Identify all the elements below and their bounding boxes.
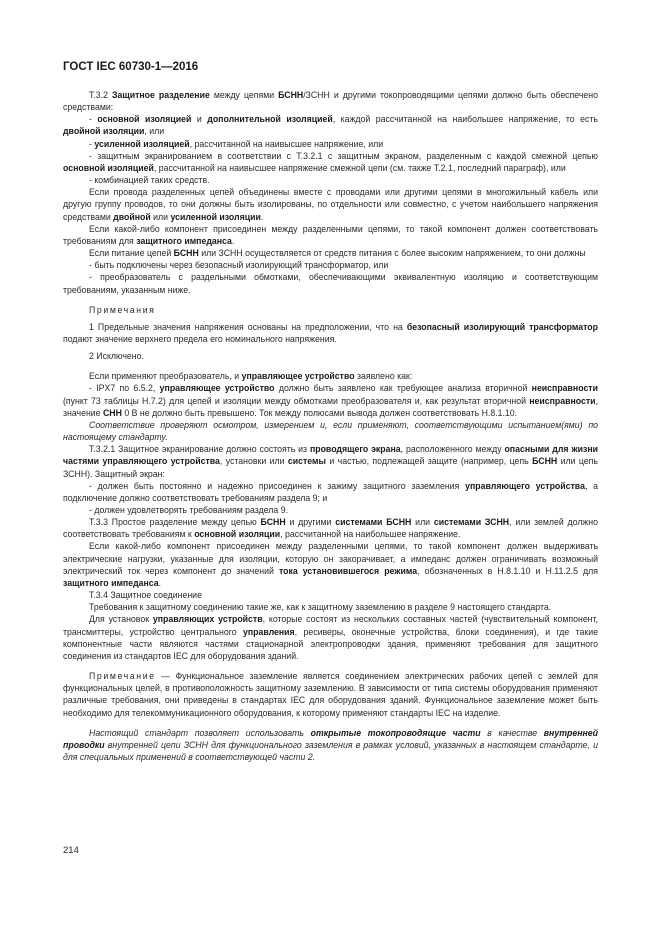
text-run: , обозначенных в H.8.1.10 и H.11.2.5 для [417,565,598,576]
text-run: — Функциональное заземление является соединением электрических рабочих цепей с землей для функциональных целей, в противоположность защитному заземлению. В зависимости от типа системы оборудования применяют различные требования, они приведены в стандартах IEC для оборудования зданий. Функциональное заземление может быть необходимо для телекоммуникационного оборудования, к которому применяют стандарты IEC на изделие. [63,671,598,718]
para [63,540,598,589]
text-run: должно быть заявлено как требующее анализа вторичной [274,383,532,394]
text-run: или [411,517,434,528]
para [63,613,598,662]
text-run: и другими [285,517,336,528]
text-run: , которые состоят из нескольких составных частей (чувствительный компонент, трансмиттеры, устройство центрального [63,614,598,637]
text-run: - защитным экранированием в соответствии с T.3.2.1 с защитным экраном, разделенным с каждой смежной цепью [89,150,598,161]
bold-term: защитного импеданса [136,235,232,246]
text-run: . [231,235,235,246]
bold-term: управляющего устройства [465,480,585,491]
text-run: Если провода разделенных цепей объединены вместе с проводами или другими цепями в многожильный кабель или другую группу проводов, то они должны быть изолированы, по отдельности или совместно, с учетом наибольшего напряжения средствами [63,187,598,222]
page-body [63,89,598,763]
text-run: - быть подключены через безопасный изолирующий трансформатор, или [89,260,389,271]
bold-term: основной изоляции [194,529,281,540]
text-run: Требования к защитному соединению такие же, как к защитному заземлению в разделе 9 настоящего стандарта. [89,602,552,613]
text-run: Примечание [89,671,156,682]
list-item [63,150,598,174]
note-item [63,350,598,362]
text-run: заявлено как: [354,371,413,382]
bold-term: неисправности [531,383,598,394]
text-run: Если какой-либо компонент присоединен между разделенными цепями, то такой компонент должен выдерживать электрические нагрузки, указанные для изоляции, которую он закорачивает, а импеданс должен ограничивать возможный электрический ток через компонент до значений [63,541,598,576]
text-run: , или [144,126,165,137]
bold-term: управляющих устройств [152,614,263,625]
text-run: T.3.3 Простое разделение между цепью [89,517,261,528]
text-run: , рассчитанной на наивысшее напряжение смежной цепи (см. также T.2.1, последний параграф), или [153,162,566,173]
text-run: , расположенного между [400,444,505,455]
text-run: Если какой-либо компонент присоединен между разделенными цепями, то такой компонент должен соответствовать требованиям для [63,223,598,246]
text-run: /ЗСНН и другими токопроводящими цепями должно быть обеспечено средствами: [63,90,598,113]
text-run: или [150,211,171,222]
text-run: - [89,114,98,125]
note-para [63,670,598,719]
text-run: . [260,211,264,222]
text-run: - IPX7 по 6.5.2, [89,383,160,394]
text-run: - должен удовлетворять требованиям раздела 9. [89,505,289,515]
bold-term: тока установившегося режима [278,565,418,576]
text-run: между цепями [209,90,279,100]
bold-term: управления [242,626,295,637]
bold-term: управляющее устройство [241,371,355,382]
text-run: , рассчитанной на наибольшее напряжение. [280,529,461,540]
bold-term: защитного импеданса [63,577,159,588]
para [63,443,598,479]
text-run: внутренней цепи ЗСНН для функционального заземления в рамках условий, указанных в настоящем стандарте, и для специальных применений в соответствующей части 2. [63,739,598,762]
text-run: . [158,577,162,588]
bold-term: неисправности [529,395,596,406]
bold-term: дополнительной изоляцией [207,114,333,125]
list-item [63,382,598,418]
bold-term: основной изоляцией [97,114,192,125]
text-run: Если питание цепей [89,248,174,259]
text-run: - должен быть постоянно и надежно присоединен к зажиму защитного заземления [89,480,466,491]
bold-term: системами ЗСНН [433,517,510,528]
compliance-para [63,419,598,443]
bold-term: безопасный изолирующий трансформатор [406,321,598,332]
bold-term: системами БСНН [335,517,412,528]
text-run: - преобразователь с раздельными обмотками, обеспечивающими эквивалентную изоляцию и соответствующим требованиям, указанным ниже. [63,272,598,295]
text-run: подают значение верхнего предела его номинального напряжения. [63,333,337,344]
text-run: Соответствие проверяют осмотром, измерением и, если применяют, соответствующими испытанием(ями) по настоящему стандарту. [63,419,598,443]
text-run: - комбинацией таких средств. [89,175,210,186]
text-run: Настоящий стандарт позволяет использовать [89,727,311,738]
text-run: 0 В не должно быть превышено. Ток между полюсами вывода должен соответствовать H.8.1.10. [121,407,518,418]
text-run: T.3.2.1 Защитное экранирование должно состоять из [89,444,310,455]
section-heading [63,589,598,601]
para [63,601,598,613]
bold-term: проводящего экрана [309,444,401,455]
bold-term: Защитное разделение [111,90,210,100]
text-run: Для установок [89,614,153,625]
text-run: Примечания [89,304,156,315]
list-item [63,259,598,271]
text-run: , а подключение должно соответствовать требованиям раздела 9; и [63,480,598,503]
bold-term: усиленной изоляцией [94,138,190,149]
bold-term: БСНН [532,456,558,467]
para [63,516,598,540]
page-header: ГОСТ IEC 60730-1—2016 [63,61,199,73]
note-item [63,321,598,345]
text-run: (пункт 73 таблицы H.7.2) для цепей и изоляции между обмотками преобразователя и, как результат вторичной [63,395,530,406]
bold-term: БСНН [260,517,286,528]
bold-term: усиленной изоляции [170,211,261,222]
text-run: , или землей должно соответствовать требованиям к [63,517,598,540]
para [63,186,598,222]
bold-term: двойной [113,211,151,222]
text-run: , ресиверы, оконечные устройства, блоки соединения), и где такие компонентные части являются частями стационарной электропроводки здания, применяют требования для защитного соединения из стандартов IEC для оборудования зданий. [63,626,598,661]
bold-term: БСНН [278,90,304,100]
text-run: , значение [63,395,598,418]
text-run: , каждой рассчитанной на наибольшее напряжение, то есть [332,114,598,125]
text-run: T.3.4 Защитное соединение [89,590,202,601]
para [63,370,598,382]
para [63,89,598,113]
text-run: 1 Предельные значения напряжения основаны на предположении, что на [89,321,407,332]
list-item [63,113,598,137]
bold-term: опасными для жизни частями управляющего устройства [63,444,598,467]
para [63,247,598,259]
text-run: или ЗСНН осуществляется от средств питания с более высоким напряжением, то они должны [198,248,586,259]
bold-term: двойной изоляции [63,126,145,137]
text-run: 2 Исключено. [89,351,144,362]
text-run: , установки или [219,456,288,467]
bold-term: СНН [102,407,122,418]
page-number: 214 [63,845,79,856]
para [63,223,598,247]
bold-term: открытые токопроводящие части [310,727,481,738]
list-item [63,174,598,186]
bold-term: внутренней проводки [63,727,598,750]
bold-term: управляющее устройство [159,383,275,394]
text-run: , рассчитанной на наивысшее напряжение, или [189,138,384,149]
list-item [63,504,598,516]
list-item [63,138,598,150]
text-run: в качестве [480,727,544,738]
closing-para [63,727,598,763]
text-run: или цепь ЗСНН). Защитный экран: [63,456,598,479]
bold-term: основной изоляцией [63,162,154,173]
text-run: и частью, подлежащей защите (например, цепь [325,456,533,467]
list-item [63,271,598,295]
text-run: T.3.2 [89,90,112,100]
text-run: и [191,114,208,125]
bold-term: системы [287,456,326,467]
list-item [63,480,598,504]
text-run: Если применяют преобразователь, и [89,371,242,382]
text-run: - [89,138,95,149]
bold-term: БСНН [173,248,199,259]
notes-heading [63,304,598,316]
